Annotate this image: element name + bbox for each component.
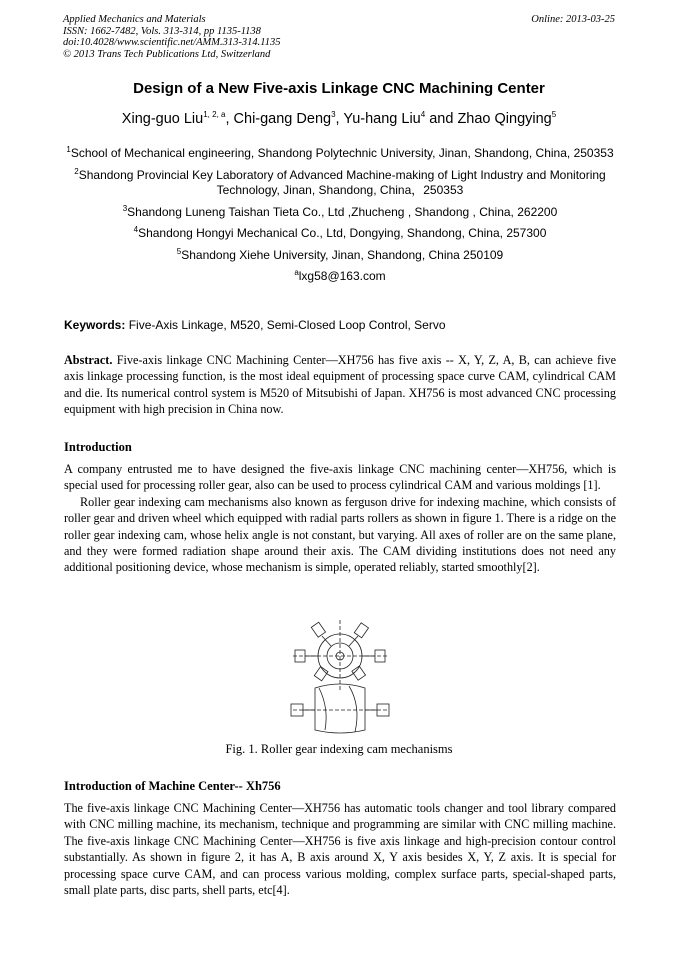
- affil-text: School of Mechanical engineering, Shandong Polytechnic University, Jinan, Shandong, China, 250353: [70, 146, 614, 160]
- abstract-label: Abstract.: [64, 353, 113, 367]
- author-affil-mark: 3: [331, 110, 336, 120]
- affiliation: [60, 205, 620, 221]
- keywords-label: Keywords:: [64, 318, 126, 332]
- paper-title: Design of a New Five-axis Linkage CNC Machining Center: [133, 80, 545, 97]
- paragraph: A company entrusted me to have designed the five-axis linkage CNC machining center—XH756, which is special used for processing roller gear, also can be used to process cylindrical CAM and various moldings [1].: [64, 462, 616, 493]
- author-name: Chi-gang Deng: [233, 111, 332, 127]
- email-text[interactable]: lxg58@163.com: [298, 269, 386, 283]
- author-email[interactable]: [60, 269, 620, 285]
- affil-mark: 4: [133, 225, 139, 234]
- affiliation-list: [60, 146, 620, 291]
- journal-name: Applied Mechanics and Materials: [63, 14, 206, 25]
- issn-line: ISSN: 1662-7482, Vols. 313-314, pp 1135-1138: [63, 25, 261, 37]
- figure-roller-gear-cam: [289, 618, 391, 736]
- affiliation: [60, 248, 620, 264]
- author-name: Yu-hang Liu: [343, 111, 421, 127]
- author-affil-mark: 4: [420, 110, 426, 120]
- affil-text: Shandong Luneng Taishan Tieta Co., Ltd ,Zhucheng , Shandong , China, 262200: [127, 204, 558, 219]
- paragraph: Roller gear indexing cam mechanisms also known as ferguson drive for indexing machine, which consists of roller gear and driven wheel which equipped with radial parts rollers as shown in figure 1. There is a ridge on the roller gear indexing cam, whose helix angle is not constant, but varying. All axes of roller are on the same plane, and they were formed radiation shape around their axis. The CAM dividing institutions does not need any additional positioning device, whose mechanism is simple, operated reliably, started smoothly[2].: [64, 494, 616, 575]
- author-and: and: [425, 111, 458, 127]
- affil-mark: 3: [122, 203, 128, 213]
- online-date: Online: 2013-03-25: [531, 14, 615, 25]
- figure-caption: Fig. 1. Roller gear indexing cam mechanisms: [225, 742, 453, 756]
- affiliation: [60, 226, 620, 242]
- author-separator: ,: [225, 111, 234, 127]
- introduction-body: [64, 461, 616, 576]
- author-name: Zhao Qingying: [457, 111, 552, 127]
- affil-text: Shandong Xiehe University, Jinan, Shandong, China 250109: [181, 247, 504, 262]
- author-affil-mark: 1, 2, a: [203, 110, 226, 120]
- author-affil-mark: 5: [551, 110, 557, 120]
- affil-mark: 2: [74, 166, 79, 176]
- doi-line: doi:10.4028/www.scientific.net/AMM.313-314.1135: [63, 37, 281, 48]
- copyright-line: © 2013 Trans Tech Publications Ltd, Switzerland: [63, 48, 271, 60]
- keywords-text: Five-Axis Linkage, M520, Semi-Closed Loop Control, Servo: [125, 318, 446, 332]
- paragraph: The five-axis linkage CNC Machining Center—XH756 has automatic tools changer and tool library compared with CNC milling machine, its mechanism, technique and programming are similar with CNC milling machine. The five-axis linkage CNC Machining Center—XH756 is five axis linkage and high-precision contour control substantially. As shown in figure 2, it has A, B axis around X, Y axis besides X, Y, Z axis. It is special for processing space curve CAM, and can process various molding, complex surface parts, special-shaped parts, small plate parts, disc parts, shell parts, etc[4].: [64, 801, 616, 898]
- affiliation: [60, 168, 620, 199]
- affil-text: Shandong Provincial Key Laboratory of Advanced Machine-making of Light Industry and Monitoring Technology, Jinan, Shandong, China，250353: [78, 167, 606, 197]
- affil-mark: 1: [66, 145, 71, 154]
- author-separator: ,: [335, 111, 344, 127]
- abstract-text: Five-axis linkage CNC Machining Center—XH756 has five axis -- X, Y, Z, A, B, can achieve five axis linkage processing function, is the most ideal equipment of processing space curve CAM, cylindrical CAM and die. Its numerical control system is M520 of Mitsubishi of Japan. XH756 is most advanced CNC processing equipment with high precision in China now.: [64, 353, 616, 417]
- author-list: [0, 111, 678, 127]
- running-header: [63, 14, 615, 60]
- abstract: [64, 352, 616, 418]
- section-heading-introduction: Introduction: [64, 440, 132, 454]
- affil-text: Shandong Hongyi Mechanical Co., Ltd, Dongying, Shandong, China, 257300: [138, 226, 547, 240]
- affil-mark: 5: [176, 246, 182, 256]
- affiliation: [60, 146, 620, 162]
- machine-center-body: [64, 800, 616, 898]
- author-name: Xing-guo Liu: [121, 111, 204, 127]
- section-heading-machine-center: Introduction of Machine Center-- Xh756: [64, 779, 281, 793]
- keywords: [64, 318, 616, 332]
- affil-mark: a: [294, 268, 299, 277]
